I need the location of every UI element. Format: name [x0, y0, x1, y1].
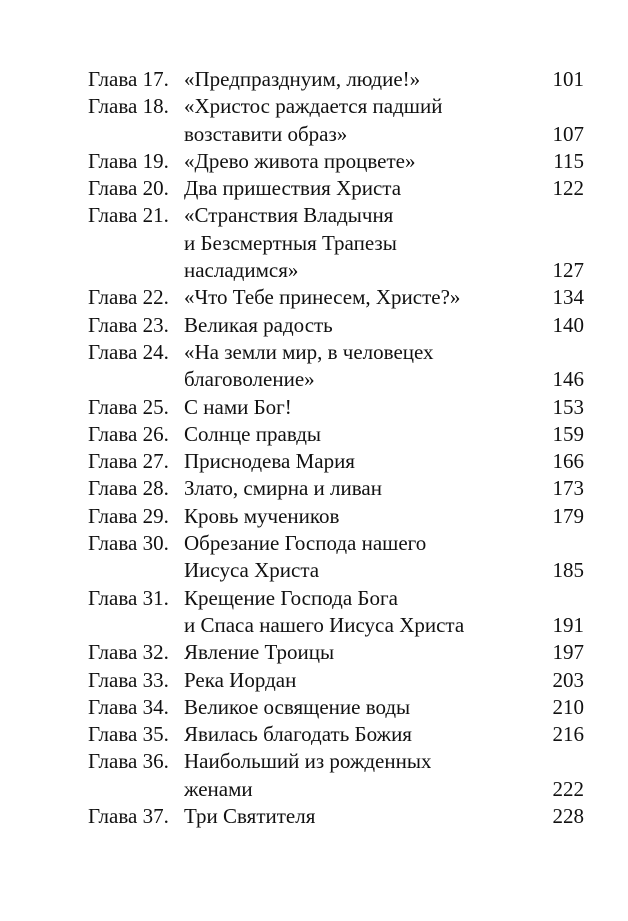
chapter-label: Глава 27.	[88, 449, 169, 474]
chapter-label: Глава 18.	[88, 94, 169, 119]
toc-entry	[88, 748, 584, 803]
chapter-title-text: Приснодева Мария	[184, 449, 355, 474]
chapter-title-text: «Предпразднуим, людие!»	[184, 67, 421, 91]
chapter-title-text: возставити образ»	[184, 121, 348, 146]
chapter-title-line	[184, 421, 584, 448]
chapter-title	[184, 475, 584, 502]
page-number: 107	[552, 121, 584, 146]
toc-entry	[88, 312, 584, 339]
page-number: 159	[552, 421, 584, 446]
toc-entry	[88, 339, 584, 394]
page-number: 197	[552, 640, 584, 665]
chapter-title-line	[184, 721, 584, 748]
chapter-title-text: Иисуса Христа	[184, 558, 320, 583]
page-number: 153	[552, 394, 584, 419]
chapter-title	[184, 585, 584, 640]
toc-entry	[88, 667, 584, 694]
chapter-title	[184, 339, 584, 394]
chapter-title-text: Два пришествия Христа	[184, 176, 402, 201]
chapter-label: Глава 28.	[88, 476, 169, 501]
chapter-title-line	[184, 312, 584, 339]
chapter-title	[184, 284, 584, 311]
chapter-title-line	[184, 776, 584, 803]
page-number: 127	[552, 258, 584, 283]
chapter-title-text: насладимся»	[184, 258, 299, 283]
chapter-title	[184, 694, 584, 721]
chapter-title-line	[184, 748, 584, 775]
chapter-title-text: женами	[184, 776, 253, 801]
page-number: 140	[552, 312, 584, 337]
page-number: 173	[552, 476, 584, 501]
chapter-title-line	[184, 284, 584, 311]
toc-entry	[88, 721, 584, 748]
chapter-label: Глава 25.	[88, 394, 169, 419]
chapter-label: Глава 21.	[88, 203, 169, 228]
chapter-title-line	[184, 667, 584, 694]
chapter-title-line	[184, 66, 584, 93]
page-number: 115	[553, 148, 584, 173]
chapter-title	[184, 503, 584, 530]
chapter-title	[184, 312, 584, 339]
chapter-title-line	[184, 394, 584, 421]
toc-entry	[88, 66, 584, 93]
chapter-title	[184, 175, 584, 202]
page-number: 216	[552, 722, 584, 747]
chapter-title-line	[184, 448, 584, 475]
chapter-label: Глава 29.	[88, 503, 169, 528]
chapter-title-line	[184, 612, 584, 639]
toc-entry	[88, 284, 584, 311]
chapter-title-line	[184, 557, 584, 584]
toc-entry	[88, 148, 584, 175]
chapter-label: Глава 31.	[88, 585, 169, 610]
chapter-label: Глава 32.	[88, 640, 169, 665]
toc-entry	[88, 585, 584, 640]
chapter-title-line	[184, 530, 584, 557]
chapter-title-text: Великая радость	[184, 312, 333, 337]
chapter-title	[184, 93, 584, 148]
chapter-title	[184, 421, 584, 448]
chapter-title	[184, 394, 584, 421]
chapter-title-line	[184, 803, 584, 830]
chapter-title-text: Злато, смирна и ливан	[184, 476, 382, 501]
chapter-title-text: Три Святителя	[184, 804, 316, 829]
chapter-title-line	[184, 639, 584, 666]
chapter-title	[184, 530, 584, 585]
chapter-title-text: Крещение Господа Бога	[184, 585, 398, 610]
table-of-contents	[88, 66, 584, 830]
toc-entry	[88, 394, 584, 421]
chapter-title-text: Солнце правды	[184, 421, 322, 446]
chapter-title-text: Великое освящение воды	[184, 694, 411, 719]
chapter-title-line	[184, 121, 584, 148]
chapter-title-text: «Христос раждается падший	[184, 94, 443, 119]
toc-entry	[88, 803, 584, 830]
page-number: 134	[552, 285, 584, 310]
chapter-title	[184, 721, 584, 748]
chapter-title	[184, 148, 584, 175]
chapter-title-line	[184, 257, 584, 284]
chapter-title-line	[184, 175, 584, 202]
page-number: 210	[552, 694, 584, 719]
chapter-label: Глава 17.	[88, 67, 169, 91]
chapter-title	[184, 667, 584, 694]
chapter-title-line	[184, 148, 584, 175]
toc-entry	[88, 448, 584, 475]
chapter-label: Глава 23.	[88, 312, 169, 337]
chapter-title-line	[184, 475, 584, 502]
chapter-title-text: «Что Тебе принесем, Христе?»	[184, 285, 461, 310]
chapter-title	[184, 639, 584, 666]
chapter-label: Глава 22.	[88, 285, 169, 310]
page-number: 122	[552, 176, 584, 201]
chapter-title	[184, 202, 584, 284]
chapter-label: Глава 33.	[88, 667, 169, 692]
chapter-title-text: и Спаса нашего Иисуса Христа	[184, 612, 465, 637]
page-number: 146	[552, 367, 584, 392]
chapter-label: Глава 20.	[88, 176, 169, 201]
toc-entry	[88, 694, 584, 721]
page-number: 185	[552, 558, 584, 583]
page-number: 228	[552, 804, 584, 829]
chapter-title-line	[184, 339, 584, 366]
page-number: 101	[552, 67, 584, 91]
chapter-title-text: С нами Бог!	[184, 394, 292, 419]
chapter-label: Глава 35.	[88, 722, 169, 747]
chapter-title-line	[184, 585, 584, 612]
chapter-title-text: Река Иордан	[184, 667, 297, 692]
chapter-title-text: Явление Троицы	[184, 640, 335, 665]
chapter-title-text: Кровь мучеников	[184, 503, 340, 528]
chapter-label: Глава 24.	[88, 339, 169, 364]
chapter-label: Глава 30.	[88, 531, 169, 556]
chapter-title-line	[184, 694, 584, 721]
chapter-title-text: Явилась благодать Божия	[184, 722, 412, 747]
toc-entry	[88, 503, 584, 530]
chapter-title	[184, 448, 584, 475]
chapter-title	[184, 66, 584, 93]
chapter-title-text: «Странствия Владычня	[184, 203, 394, 228]
page-number: 179	[552, 503, 584, 528]
chapter-label: Глава 37.	[88, 804, 169, 829]
chapter-label: Глава 19.	[88, 148, 169, 173]
toc-entry	[88, 175, 584, 202]
chapter-title-line	[184, 230, 584, 257]
chapter-label: Глава 36.	[88, 749, 169, 774]
chapter-title-text: Обрезание Господа нашего	[184, 531, 427, 556]
toc-entry	[88, 421, 584, 448]
toc-entry	[88, 202, 584, 284]
page-number: 191	[552, 612, 584, 637]
chapter-title	[184, 748, 584, 803]
chapter-title-line	[184, 202, 584, 229]
chapter-label: Глава 26.	[88, 421, 169, 446]
chapter-title-text: благоволение»	[184, 367, 315, 392]
toc-entry	[88, 475, 584, 502]
toc-entry	[88, 530, 584, 585]
chapter-title-line	[184, 93, 584, 120]
chapter-title-text: «На земли мир, в человецех	[184, 339, 434, 364]
page-number: 222	[552, 776, 584, 801]
chapter-title-text: и Безсмертныя Трапезы	[184, 230, 397, 255]
chapter-title	[184, 803, 584, 830]
chapter-title-text: «Древо живота процвете»	[184, 148, 416, 173]
page-number: 203	[552, 667, 584, 692]
toc-entry	[88, 93, 584, 148]
page-number: 166	[552, 449, 584, 474]
chapter-title-line	[184, 503, 584, 530]
chapter-title-text: Наибольший из рожденных	[184, 749, 432, 774]
toc-entry	[88, 639, 584, 666]
chapter-title-line	[184, 366, 584, 393]
chapter-label: Глава 34.	[88, 694, 169, 719]
